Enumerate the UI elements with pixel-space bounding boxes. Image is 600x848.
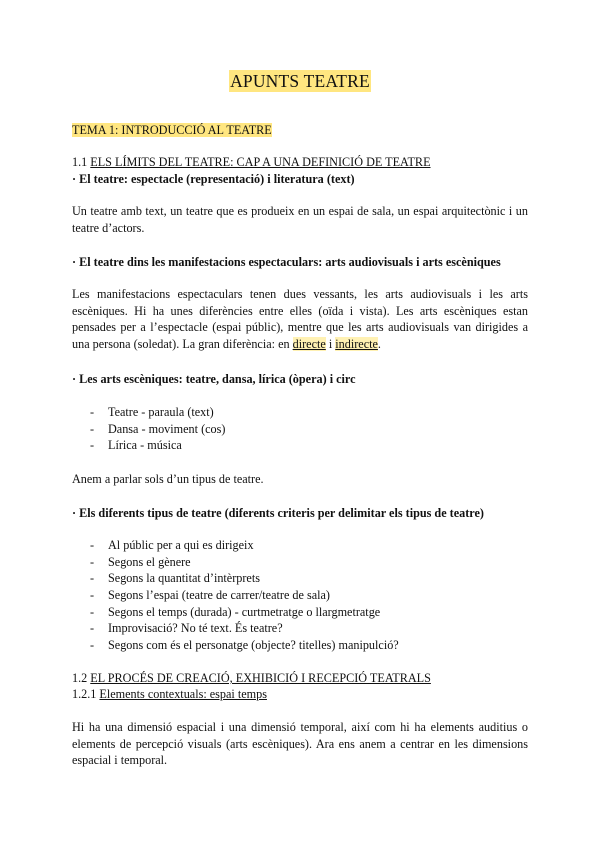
title-container bbox=[0, 70, 600, 92]
topic-heading-text: TEMA 1: INTRODUCCIÓ AL TEATRE bbox=[72, 123, 272, 137]
paragraph-manifestacions bbox=[72, 286, 528, 352]
paragraph-connector: i bbox=[325, 336, 336, 351]
subheading-arts-esceniques: · Les arts escèniques: teatre, dansa, lírica (òpera) i circ bbox=[72, 372, 356, 386]
list-item: - Improvisació? No té text. És teatre? bbox=[72, 620, 528, 637]
subheading-espectacle: · El teatre: espectacle (representació) i literatura (text) bbox=[72, 172, 355, 186]
list-item: - Lírica - música bbox=[72, 437, 528, 454]
list-item: - Segons l’espai (teatre de carrer/teatre de sala) bbox=[72, 587, 528, 604]
section-number: 1.2.1 bbox=[72, 687, 100, 701]
list-item: - Al públic per a qui es dirigeix bbox=[72, 537, 528, 554]
section-title: Elements contextuals: espai temps bbox=[99, 687, 267, 701]
document-title: APUNTS TEATRE bbox=[230, 71, 370, 91]
list-item: - Segons com és el personatge (objecte? titelles) manipulció? bbox=[72, 637, 528, 654]
section-title: ELS LÍMITS DEL TEATRE: CAP A UNA DEFINICIÓ DE TEATRE bbox=[90, 155, 431, 169]
section-heading-1-1 bbox=[72, 154, 528, 171]
list-arts-esceniques bbox=[72, 404, 528, 454]
topic-heading bbox=[72, 122, 528, 139]
paragraph-dimensions: Hi ha una dimensió espacial i una dimensió temporal, així com hi ha elements auditius o elements de percepció visuals (arts escèniques). Ara ens anem a centrar en les dimensions espacial i temporal. bbox=[72, 720, 528, 767]
list-tipus-teatre bbox=[72, 537, 528, 654]
paragraph-teatre-text: Un teatre amb text, un teatre que es produeix en un espai de sala, un espai arquitectònic i un teatre d’actors. bbox=[72, 204, 528, 235]
section-heading-1-2 bbox=[72, 670, 528, 687]
list-item: - Dansa - moviment (cos) bbox=[72, 421, 528, 438]
link-indirecte[interactable]: indirecte bbox=[335, 336, 378, 351]
link-directe[interactable]: directe bbox=[292, 336, 326, 351]
subheading-manifestacions: · El teatre dins les manifestacions espectaculars: arts audiovisuals i arts escèniques bbox=[72, 255, 501, 269]
section-number: 1.2 bbox=[72, 671, 91, 685]
paragraph-end: . bbox=[377, 336, 381, 351]
list-item: - Segons la quantitat d’intèrprets bbox=[72, 570, 528, 587]
list-item: - Segons el temps (durada) - curtmetratge o llargmetratge bbox=[72, 604, 528, 621]
section-title: EL PROCÉS DE CREACIÓ, EXHIBICIÓ I RECEPCIÓ TEATRALS bbox=[90, 671, 431, 685]
paragraph-text: Les manifestacions espectaculars tenen dues vessants, les arts audiovisuals i les arts escèniques. Hi ha unes diferències entre elles (oïda i vista). Les arts escèniques estan pensades per a l’espectacle (espai públic), mentre que les arts audiovisuals van dirigides a una persona (soledat). La gran diferència: en bbox=[72, 287, 528, 351]
list-item: - Teatre - paraula (text) bbox=[72, 404, 528, 421]
list-item: - Segons el gènere bbox=[72, 554, 528, 571]
section-number: 1.1 bbox=[72, 155, 91, 169]
section-heading-1-2-1 bbox=[72, 686, 528, 703]
paragraph-tipus: Anem a parlar sols d’un tipus de teatre. bbox=[72, 472, 264, 486]
subheading-tipus-teatre: · Els diferents tipus de teatre (diferents criteris per delimitar els tipus de teatre) bbox=[72, 506, 484, 520]
